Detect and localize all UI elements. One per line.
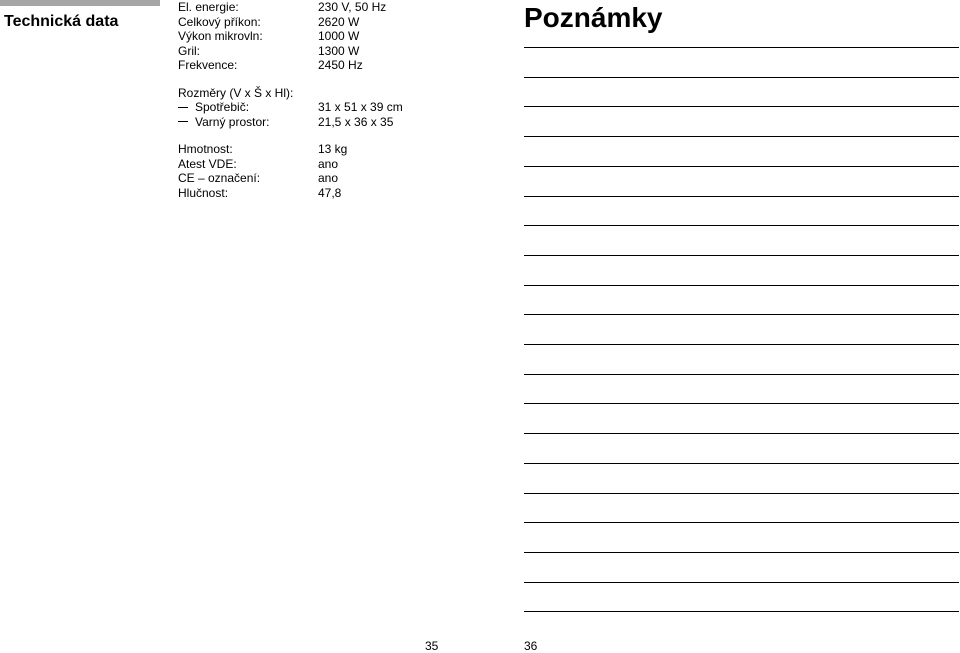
spec-label: Gril: xyxy=(178,43,200,58)
note-line xyxy=(524,493,959,494)
spec-value: 47,8 xyxy=(318,185,342,200)
spec-label: CE – označení: xyxy=(178,171,261,185)
spec-value: 1300 W xyxy=(318,43,360,58)
spec-label: Atest VDE: xyxy=(178,156,237,171)
spec-value: 2620 W xyxy=(318,14,360,29)
note-line xyxy=(524,433,959,434)
spec-label: Hmotnost: xyxy=(178,142,233,156)
section-bar xyxy=(0,0,160,6)
note-line xyxy=(524,77,959,78)
note-line xyxy=(524,255,959,256)
spec-label: Výkon mikrovln: xyxy=(178,29,263,43)
spec-value: 2450 Hz xyxy=(318,58,363,72)
notes-title: Poznámky xyxy=(524,2,663,33)
page-number-left: 35 xyxy=(425,639,439,653)
dash-bullet xyxy=(178,121,188,122)
note-line xyxy=(524,463,959,464)
dimension-label: Spotřebič: xyxy=(195,100,250,114)
note-line xyxy=(524,285,959,286)
spec-label: Frekvence: xyxy=(178,58,238,72)
note-line xyxy=(524,225,959,226)
dash-bullet xyxy=(178,107,188,108)
dimension-label: Varný prostor: xyxy=(195,114,270,129)
note-line xyxy=(524,611,959,612)
note-line xyxy=(524,374,959,375)
note-line xyxy=(524,47,959,48)
note-line xyxy=(524,522,959,523)
note-line xyxy=(524,136,959,137)
note-line xyxy=(524,552,959,553)
spec-value: ano xyxy=(318,171,339,185)
dimension-value: 21,5 x 36 x 35 xyxy=(318,114,394,129)
dimension-value: 31 x 51 x 39 cm xyxy=(318,100,403,114)
note-line xyxy=(524,582,959,583)
page-number-right: 36 xyxy=(524,639,538,653)
spec-value: 13 kg xyxy=(318,142,348,156)
spec-label: Celkový příkon: xyxy=(178,14,261,29)
note-line xyxy=(524,403,959,404)
spec-label: Hlučnost: xyxy=(178,185,229,200)
spec-value: 1000 W xyxy=(318,29,360,43)
section-title: Technická data xyxy=(4,13,119,30)
note-line xyxy=(524,196,959,197)
note-line xyxy=(524,314,959,315)
note-line xyxy=(524,106,959,107)
spec-value: ano xyxy=(318,156,339,171)
note-line xyxy=(524,166,959,167)
dimensions-heading: Rozměry (V x Š x Hl): xyxy=(178,86,294,100)
note-line xyxy=(524,344,959,345)
spec-label: El. energie: xyxy=(178,0,239,14)
spec-value: 230 V, 50 Hz xyxy=(318,0,387,14)
